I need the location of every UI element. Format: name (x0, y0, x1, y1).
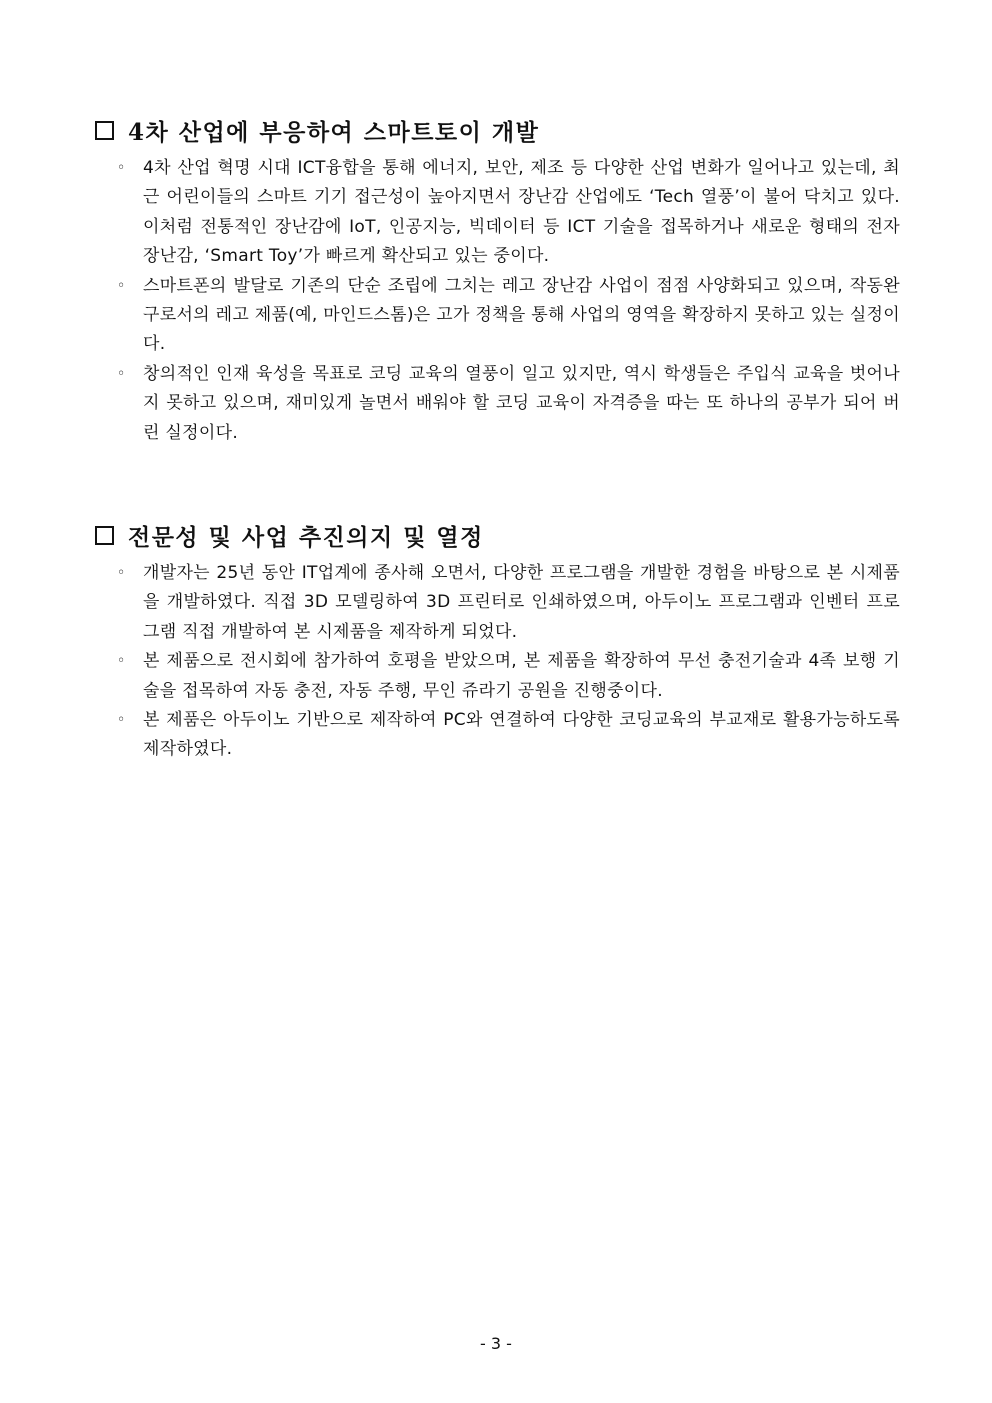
page-number: - 3 - (480, 1334, 512, 1353)
item-text: 본 제품은 아두이노 기반으로 제작하여 PC와 연결하여 다양한 코딩교육의 부교재로 활용가능하도록 제작하였다. (143, 710, 900, 760)
item-text: 본 제품으로 전시회에 참가하여 호평을 받았으며, 본 제품을 확장하여 무선 충전기술과 4족 보행 기술을 접목하여 자동 충전, 자동 주행, 무인 쥬라기 공원을 진행중이다. (143, 651, 900, 701)
checkbox-square-icon (95, 121, 114, 140)
bullet-circle-icon: ◦ (117, 712, 126, 729)
bullet-circle-icon: ◦ (117, 277, 126, 294)
section-title: 전문성 및 사업 추진의지 및 열정 (128, 523, 484, 551)
list-item (95, 154, 900, 272)
section-heading (95, 112, 900, 148)
item-text: 스마트폰의 발달로 기존의 단순 조립에 그치는 레고 장난감 사업이 점점 사양화되고 있으며, 작동완구로서의 레고 제품(예, 마인드스톰)은 고가 정책을 통해 사업의 영역을 확장하지 못하고 있는 실정이다. (143, 275, 900, 355)
list-item (95, 360, 900, 448)
item-text: 창의적인 인재 육성을 목표로 코딩 교육의 열풍이 일고 있지만, 역시 학생들은 주입식 교육을 벗어나지 못하고 있으며, 재미있게 놀면서 배워야 할 코딩 교육이 자격증을 따는 또 하나의 공부가 되어 버린 실정이다. (143, 363, 900, 443)
section-heading (95, 517, 900, 553)
list-item (95, 559, 900, 647)
bullet-circle-icon: ◦ (117, 565, 126, 581)
bullet-circle-icon: ◦ (117, 160, 126, 176)
list-item (95, 647, 900, 706)
list-item (95, 706, 900, 765)
section-smart-toy (95, 112, 900, 448)
item-text: 4차 산업 혁명 시대 ICT융합을 통해 에너지, 보안, 제조 등 다양한 산업 변화가 일어나고 있는데, 최근 어린이들의 스마트 기기 접근성이 높아지면서 장난감 산업에도 ‘Tech 열풍’이 불어 닥치고 있다. 이처럼 전통적인 장난감에 IoT, 인공지능, 빅데이터 등 ICT 기술을 접목하거나 새로운 형태의 전자 장난감, ‘Smart Toy’가 빠르게 확산되고 있는 중이다. (143, 158, 900, 267)
checkbox-square-icon (95, 526, 114, 545)
bullet-circle-icon: ◦ (117, 365, 126, 382)
section-title: 4차 산업에 부응하여 스마트토이 개발 (128, 118, 540, 146)
list-item (95, 272, 900, 360)
item-text: 개발자는 25년 동안 IT업계에 종사해 오면서, 다양한 프로그램을 개발한 경험을 바탕으로 본 시제품을 개발하였다. 직접 3D 모델링하여 3D 프린터로 인쇄하였으며, 아두이노 프로그램과 인벤터 프로그램 직접 개발하여 본 시제품을 제작하게 되었다. (143, 563, 900, 642)
section-expertise (95, 517, 900, 765)
bullet-circle-icon: ◦ (117, 653, 126, 670)
